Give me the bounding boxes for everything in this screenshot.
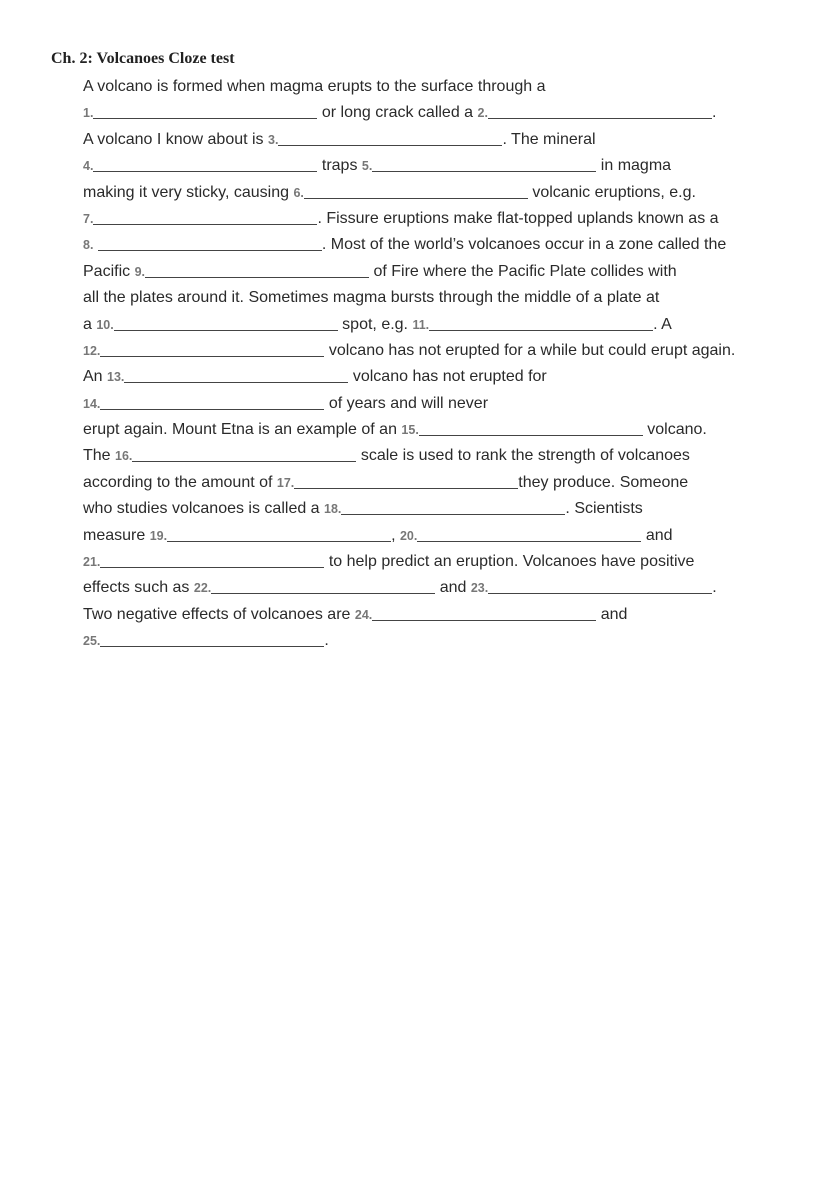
answer-blank[interactable] [98,234,322,251]
answer-blank[interactable] [304,182,528,199]
passage-text: to help predict an eruption. Volcanoes have positive [324,553,695,571]
answer-blank[interactable] [93,208,317,225]
passage-text: who studies volcanoes is called a [83,500,325,518]
passage-text: An [83,368,108,386]
blank-number: 22. [193,581,212,596]
blank-number: 1. [83,106,94,121]
blank-number: 8. [83,238,94,253]
passage-text: they produce. Someone [518,473,689,491]
answer-blank[interactable] [100,551,324,568]
answer-blank[interactable] [372,604,596,621]
passage-line [83,575,783,601]
answer-blank[interactable] [429,314,653,331]
passage-line [83,74,783,100]
passage-line [83,523,783,549]
passage-line [83,628,783,654]
passage-text: . The mineral [502,130,596,148]
blank-number: 23. [470,581,489,596]
answer-blank[interactable] [145,261,369,278]
passage-text: Pacific [83,262,135,280]
answer-blank[interactable] [132,445,356,462]
answer-blank[interactable] [278,129,502,146]
blank-number: 25. [83,634,101,649]
passage-text: . [711,104,717,122]
answer-blank[interactable] [488,577,712,594]
answer-blank[interactable] [124,366,348,383]
passage-text: spot, e.g. [337,315,413,333]
passage-text: all the plates around it. Sometimes magma bursts through the middle of a plate at [83,289,660,307]
cloze-passage [83,74,783,655]
passage-line [83,259,783,285]
answer-blank[interactable] [294,472,518,489]
passage-text: Two negative effects of volcanoes are [83,605,355,623]
passage-text: measure [83,526,150,544]
passage-text: and [641,526,673,544]
blank-number: 7. [83,211,94,226]
blank-number: 4. [83,159,94,174]
blank-number: 13. [107,370,125,385]
passage-text: volcano. [642,421,707,439]
answer-blank[interactable] [100,340,324,357]
passage-text: making it very sticky, causing [83,183,294,201]
passage-text: a [83,315,97,333]
passage-text: according to the amount of [83,473,277,491]
passage-line [83,232,783,258]
passage-text: and [435,579,471,597]
passage-text: erupt again. Mount Etna is an example of an [83,421,402,439]
passage-line [83,127,783,153]
blank-number: 18. [324,502,342,517]
passage-line [83,602,783,628]
passage-line [83,417,783,443]
passage-text: . A [653,315,672,333]
answer-blank[interactable] [488,102,712,119]
passage-text: The [83,447,116,465]
passage-line [83,364,783,390]
passage-line [83,470,783,496]
answer-blank[interactable] [100,393,324,410]
passage-line [83,443,783,469]
passage-line [83,338,783,364]
passage-text: A volcano I know about is [83,130,268,148]
blank-number: 2. [477,106,488,121]
passage-text: scale is used to rank the strength of volcanoes [356,447,690,465]
passage-text: . Scientists [565,500,643,518]
passage-line [83,285,783,311]
blank-number: 17. [276,475,295,490]
blank-number: 5. [361,159,373,174]
passage-text: or long crack called a [317,104,478,122]
passage-line [83,180,783,206]
answer-blank[interactable] [211,577,435,594]
answer-blank[interactable] [417,525,641,542]
answer-blank[interactable] [100,630,324,647]
passage-text: effects such as [83,579,194,597]
blank-number: 14. [83,396,101,411]
passage-line [83,391,783,417]
passage-text: . Most of the world’s volcanoes occur in a zone called the [321,236,727,254]
passage-line [83,206,783,232]
blank-number: 3. [268,132,279,147]
answer-blank[interactable] [341,498,565,515]
passage-text: volcano has not erupted for a while but could erupt again. [324,341,736,359]
passage-text: . Fissure eruptions make flat-topped uplands known as a [317,209,719,227]
blank-number: 10. [96,317,114,332]
passage-text: volcano has not erupted for [348,368,547,386]
answer-blank[interactable] [93,155,317,172]
blank-number: 24. [354,607,373,622]
passage-text: and [596,605,628,623]
passage-text: , [391,526,400,544]
answer-blank[interactable] [419,419,643,436]
passage-line [83,496,783,522]
passage-text: of years and will never [324,394,489,412]
blank-number: 6. [293,185,304,200]
answer-blank[interactable] [372,155,596,172]
answer-blank[interactable] [114,314,338,331]
passage-text: . [324,632,329,650]
passage-line [83,100,783,126]
blank-number: 9. [134,264,146,279]
passage-line [83,312,783,338]
passage-text: volcanic eruptions, e.g. [527,183,696,201]
answer-blank[interactable] [93,102,317,119]
blank-number: 11. [412,317,430,332]
passage-text: A volcano is formed when magma erupts to the surface through a [83,78,546,95]
blank-number: 15. [401,423,419,438]
passage-text: traps [317,157,362,175]
blank-number: 16. [115,449,133,464]
passage-text: . [712,579,717,597]
passage-line [83,549,783,575]
blank-number: 12. [83,343,101,358]
answer-blank[interactable] [167,525,391,542]
blank-number: 21. [83,555,101,570]
passage-text: in magma [596,157,672,175]
page-title: Ch. 2: Volcanoes Cloze test [51,50,235,67]
blank-number: 19. [149,528,168,543]
blank-number: 20. [399,528,418,543]
passage-text: of Fire where the Pacific Plate collides with [369,262,677,280]
passage-line [83,153,783,179]
